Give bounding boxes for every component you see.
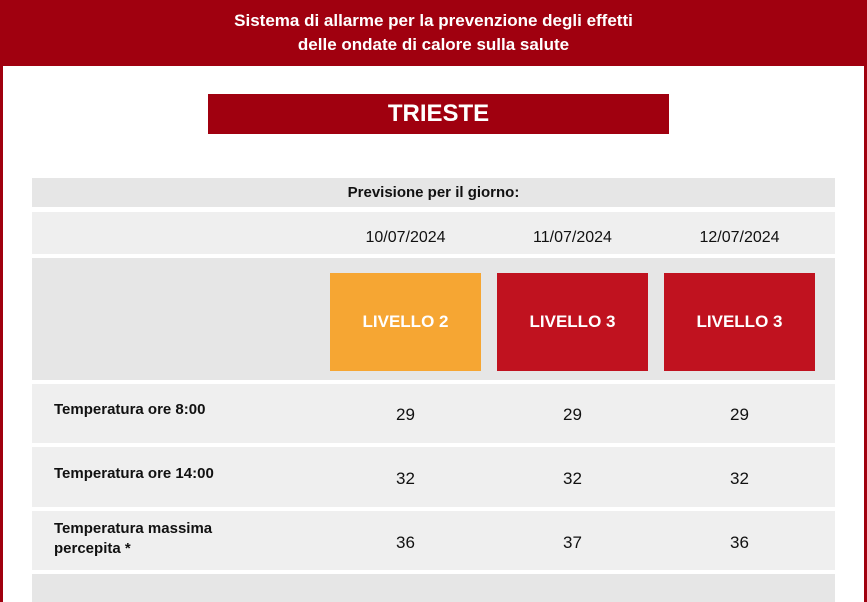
value-temp-8-day-3: 29	[730, 405, 749, 424]
row-label-perceived-max-line1: Temperatura massima	[54, 520, 213, 537]
value-temp-14-day-1: 32	[396, 469, 415, 488]
date-day-3: 12/07/2024	[699, 229, 780, 246]
header-title-line1: Sistema di allarme per la prevenzione degli effetti	[234, 11, 633, 30]
header-title-line2: delle ondate di calore sulla salute	[297, 35, 570, 54]
value-perceived-max-day-3: 36	[730, 533, 749, 552]
levels-band	[32, 258, 835, 380]
table-row	[32, 447, 835, 507]
page-header	[0, 0, 867, 66]
value-temp-8-day-2: 29	[563, 405, 582, 424]
value-perceived-max-day-1: 36	[396, 533, 415, 552]
table-row	[32, 384, 835, 443]
dates-band	[32, 212, 835, 254]
table-row	[32, 511, 835, 570]
level-badge-day-3: LIVELLO 3	[664, 273, 815, 371]
date-day-2: 11/07/2024	[533, 229, 612, 246]
footer-band	[32, 574, 835, 602]
value-temp-14-day-3: 32	[730, 469, 749, 488]
forecast-label: Previsione per il giorno:	[347, 184, 520, 201]
value-temp-14-day-2: 32	[563, 469, 582, 488]
row-label-temp-14: Temperatura ore 14:00	[54, 465, 214, 482]
value-temp-8-day-1: 29	[396, 405, 415, 424]
row-label-perceived-max	[54, 519, 212, 559]
row-label-temp-8: Temperatura ore 8:00	[54, 401, 206, 418]
date-day-1: 10/07/2024	[365, 229, 446, 246]
value-perceived-max-day-2: 37	[563, 533, 582, 552]
forecast-label-band	[32, 178, 835, 207]
level-badge-day-1: LIVELLO 2	[330, 273, 481, 371]
row-label-perceived-max-line2: percepita *	[54, 540, 131, 557]
city-title: TRIESTE	[208, 94, 669, 134]
level-badge-day-2: LIVELLO 3	[497, 273, 648, 371]
